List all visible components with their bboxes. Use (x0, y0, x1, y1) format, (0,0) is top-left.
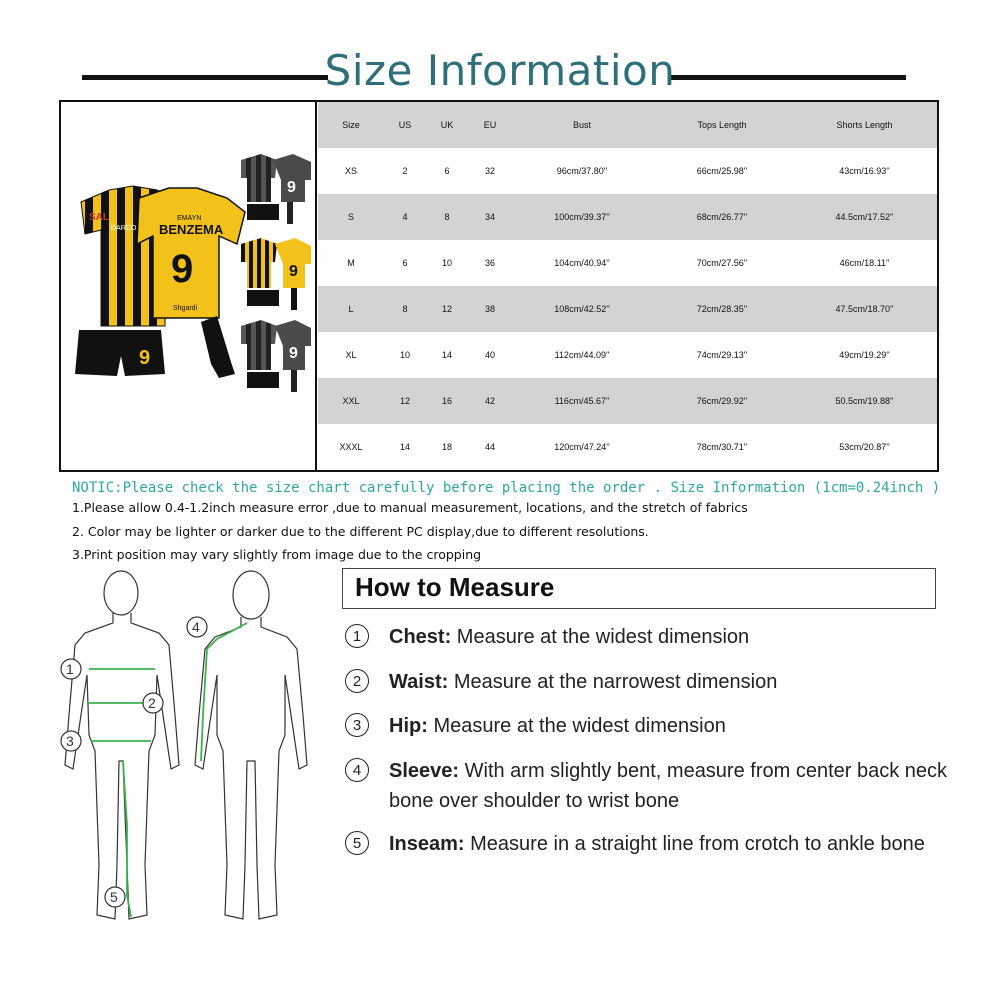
shorts-number-main: 9 (139, 347, 151, 369)
front-body-outline (65, 571, 179, 919)
table-cell: 68cm/26.77'' (696, 212, 748, 222)
table-cell: 72cm/28.35'' (696, 304, 748, 314)
table-row (318, 286, 937, 332)
table-cell: 6 (444, 166, 450, 176)
kit-variant-grey-2 (241, 320, 311, 392)
notice-item: 2. Color may be lighter or darker due to the different PC display,due to different resolutions. (72, 524, 649, 539)
table-cell: 53cm/20.87'' (839, 442, 890, 452)
table-cell: 44 (484, 442, 495, 452)
table-cell: XL (345, 350, 357, 360)
table-cell: 70cm/27.56'' (696, 258, 748, 268)
jersey-number: 9 (171, 247, 194, 291)
table-cell: 18 (441, 442, 452, 452)
table-cell: 14 (441, 350, 452, 360)
body-outline-illustration (55, 565, 335, 935)
notice-title: NOTIC:Please check the size chart carefully before placing the order . Size Information (1cm=0.24inch ) (72, 480, 941, 496)
column-header: EU (483, 120, 497, 130)
notice-item: 1.Please allow 0.4-1.2inch measure error ,due to manual measurement, locations, and the stretch of fabrics (72, 500, 748, 515)
table-cell: 78cm/30.71'' (696, 442, 748, 452)
svg-text:SAL: SAL (89, 212, 109, 223)
kit-variant-yellow (241, 238, 311, 310)
table-cell: 6 (402, 258, 408, 268)
table-row (318, 332, 937, 378)
column-header: Shorts Length (836, 120, 893, 130)
table-cell: 8 (444, 212, 450, 222)
table-cell: 49cm/19.29'' (839, 350, 890, 360)
page-title: Size Information (324, 46, 676, 95)
measure-number: 2 (345, 669, 369, 693)
table-cell: 112cm/44.09'' (554, 350, 610, 360)
jersey-sponsor-bottom: Shgardi (173, 305, 198, 312)
frame-divider (315, 102, 317, 470)
body-measure-figures (55, 565, 335, 935)
jersey-player-name: BENZEMA (159, 222, 224, 237)
table-cell: 96cm/37.80'' (556, 166, 608, 176)
table-cell: 14 (399, 442, 410, 452)
table-cell: XS (344, 166, 357, 176)
table-cell: XXXL (339, 442, 363, 452)
marker-3: 3 (66, 733, 74, 749)
table-cell: 12 (399, 396, 410, 406)
table-cell: 38 (484, 304, 495, 314)
table-cell: 76cm/29.92'' (696, 396, 748, 406)
column-header: Tops Length (697, 120, 747, 130)
measure-term: Inseam: (389, 833, 465, 855)
marker-5: 5 (110, 889, 118, 905)
measure-description: With arm slightly bent, measure from center back neck bone over shoulder to wrist bone (389, 760, 948, 812)
measure-term: Hip: (389, 715, 428, 737)
table-row (318, 148, 937, 194)
table-cell: 10 (399, 350, 410, 360)
jersey-sponsor-front: DARCO (111, 225, 137, 232)
table-cell: 8 (402, 304, 408, 314)
measure-number: 4 (345, 758, 369, 782)
table-cell: 104cm/40.94'' (554, 258, 610, 268)
table-header-row (318, 102, 937, 148)
column-header: Bust (572, 120, 591, 130)
jersey-sponsor-top: EMAYN (177, 215, 202, 222)
svg-text:9: 9 (287, 179, 296, 196)
main-jersey-back (137, 188, 245, 318)
measure-number: 5 (345, 831, 369, 855)
table-cell: 40 (484, 350, 495, 360)
measure-term: Waist: (389, 671, 449, 693)
table-cell: 120cm/47.24'' (554, 442, 610, 452)
product-image-panel (61, 102, 315, 470)
kit-variant-grey-1 (241, 154, 311, 224)
table-row (318, 240, 937, 286)
table-cell: 42 (484, 396, 495, 406)
table-cell: L (348, 304, 354, 314)
table-cell: 4 (402, 212, 408, 222)
socks (201, 316, 235, 378)
column-header: US (398, 120, 412, 130)
table-cell: 12 (441, 304, 452, 314)
jersey-illustration (61, 102, 315, 470)
svg-text:9: 9 (289, 345, 298, 362)
column-header: UK (440, 120, 454, 130)
measure-number: 3 (345, 713, 369, 737)
table-cell: 46cm/18.11'' (839, 258, 890, 268)
table-cell: 116cm/45.67'' (554, 396, 610, 406)
table-cell: M (347, 258, 355, 268)
measure-term: Chest: (389, 626, 452, 648)
measure-term: Sleeve: (389, 760, 460, 782)
table-cell: 43cm/16.93'' (839, 166, 890, 176)
table-cell: 47.5cm/18.70'' (835, 304, 894, 314)
measure-description: Measure at the narrowest dimension (448, 671, 778, 693)
table-cell: S (347, 212, 354, 222)
back-body-outline (195, 571, 307, 919)
measure-number: 1 (345, 624, 369, 648)
table-cell: 100cm/39.37'' (554, 212, 610, 222)
how-to-measure-title: How to Measure (355, 572, 555, 602)
marker-2: 2 (148, 695, 156, 711)
table-cell: 16 (441, 396, 452, 406)
table-row (318, 424, 937, 470)
table-cell: 36 (484, 258, 495, 268)
svg-text:9: 9 (289, 263, 298, 280)
table-row (318, 194, 937, 240)
column-header: Size (342, 120, 360, 130)
table-cell: 32 (484, 166, 495, 176)
table-cell: XXL (342, 396, 360, 406)
table-cell: 66cm/25.98'' (696, 166, 748, 176)
table-cell: 108cm/42.52'' (554, 304, 610, 314)
measure-description: Measure at the widest dimension (451, 626, 750, 648)
sleeve-measure-line (201, 623, 247, 761)
table-cell: 10 (441, 258, 452, 268)
measure-description: Measure in a straight line from crotch to ankle bone (464, 833, 925, 855)
table-cell: 44.5cm/17.52'' (835, 212, 894, 222)
table-cell: 50.5cm/19.88'' (835, 396, 894, 406)
table-cell: 34 (484, 212, 495, 222)
table-cell: 74cm/29.13'' (696, 350, 748, 360)
notice-item: 3.Print position may vary slightly from image due to the cropping (72, 547, 482, 562)
table-row (318, 378, 937, 424)
measure-description: Measure at the widest dimension (427, 715, 726, 737)
marker-4: 4 (192, 619, 200, 635)
marker-1: 1 (66, 661, 74, 677)
table-cell: 2 (402, 166, 408, 176)
